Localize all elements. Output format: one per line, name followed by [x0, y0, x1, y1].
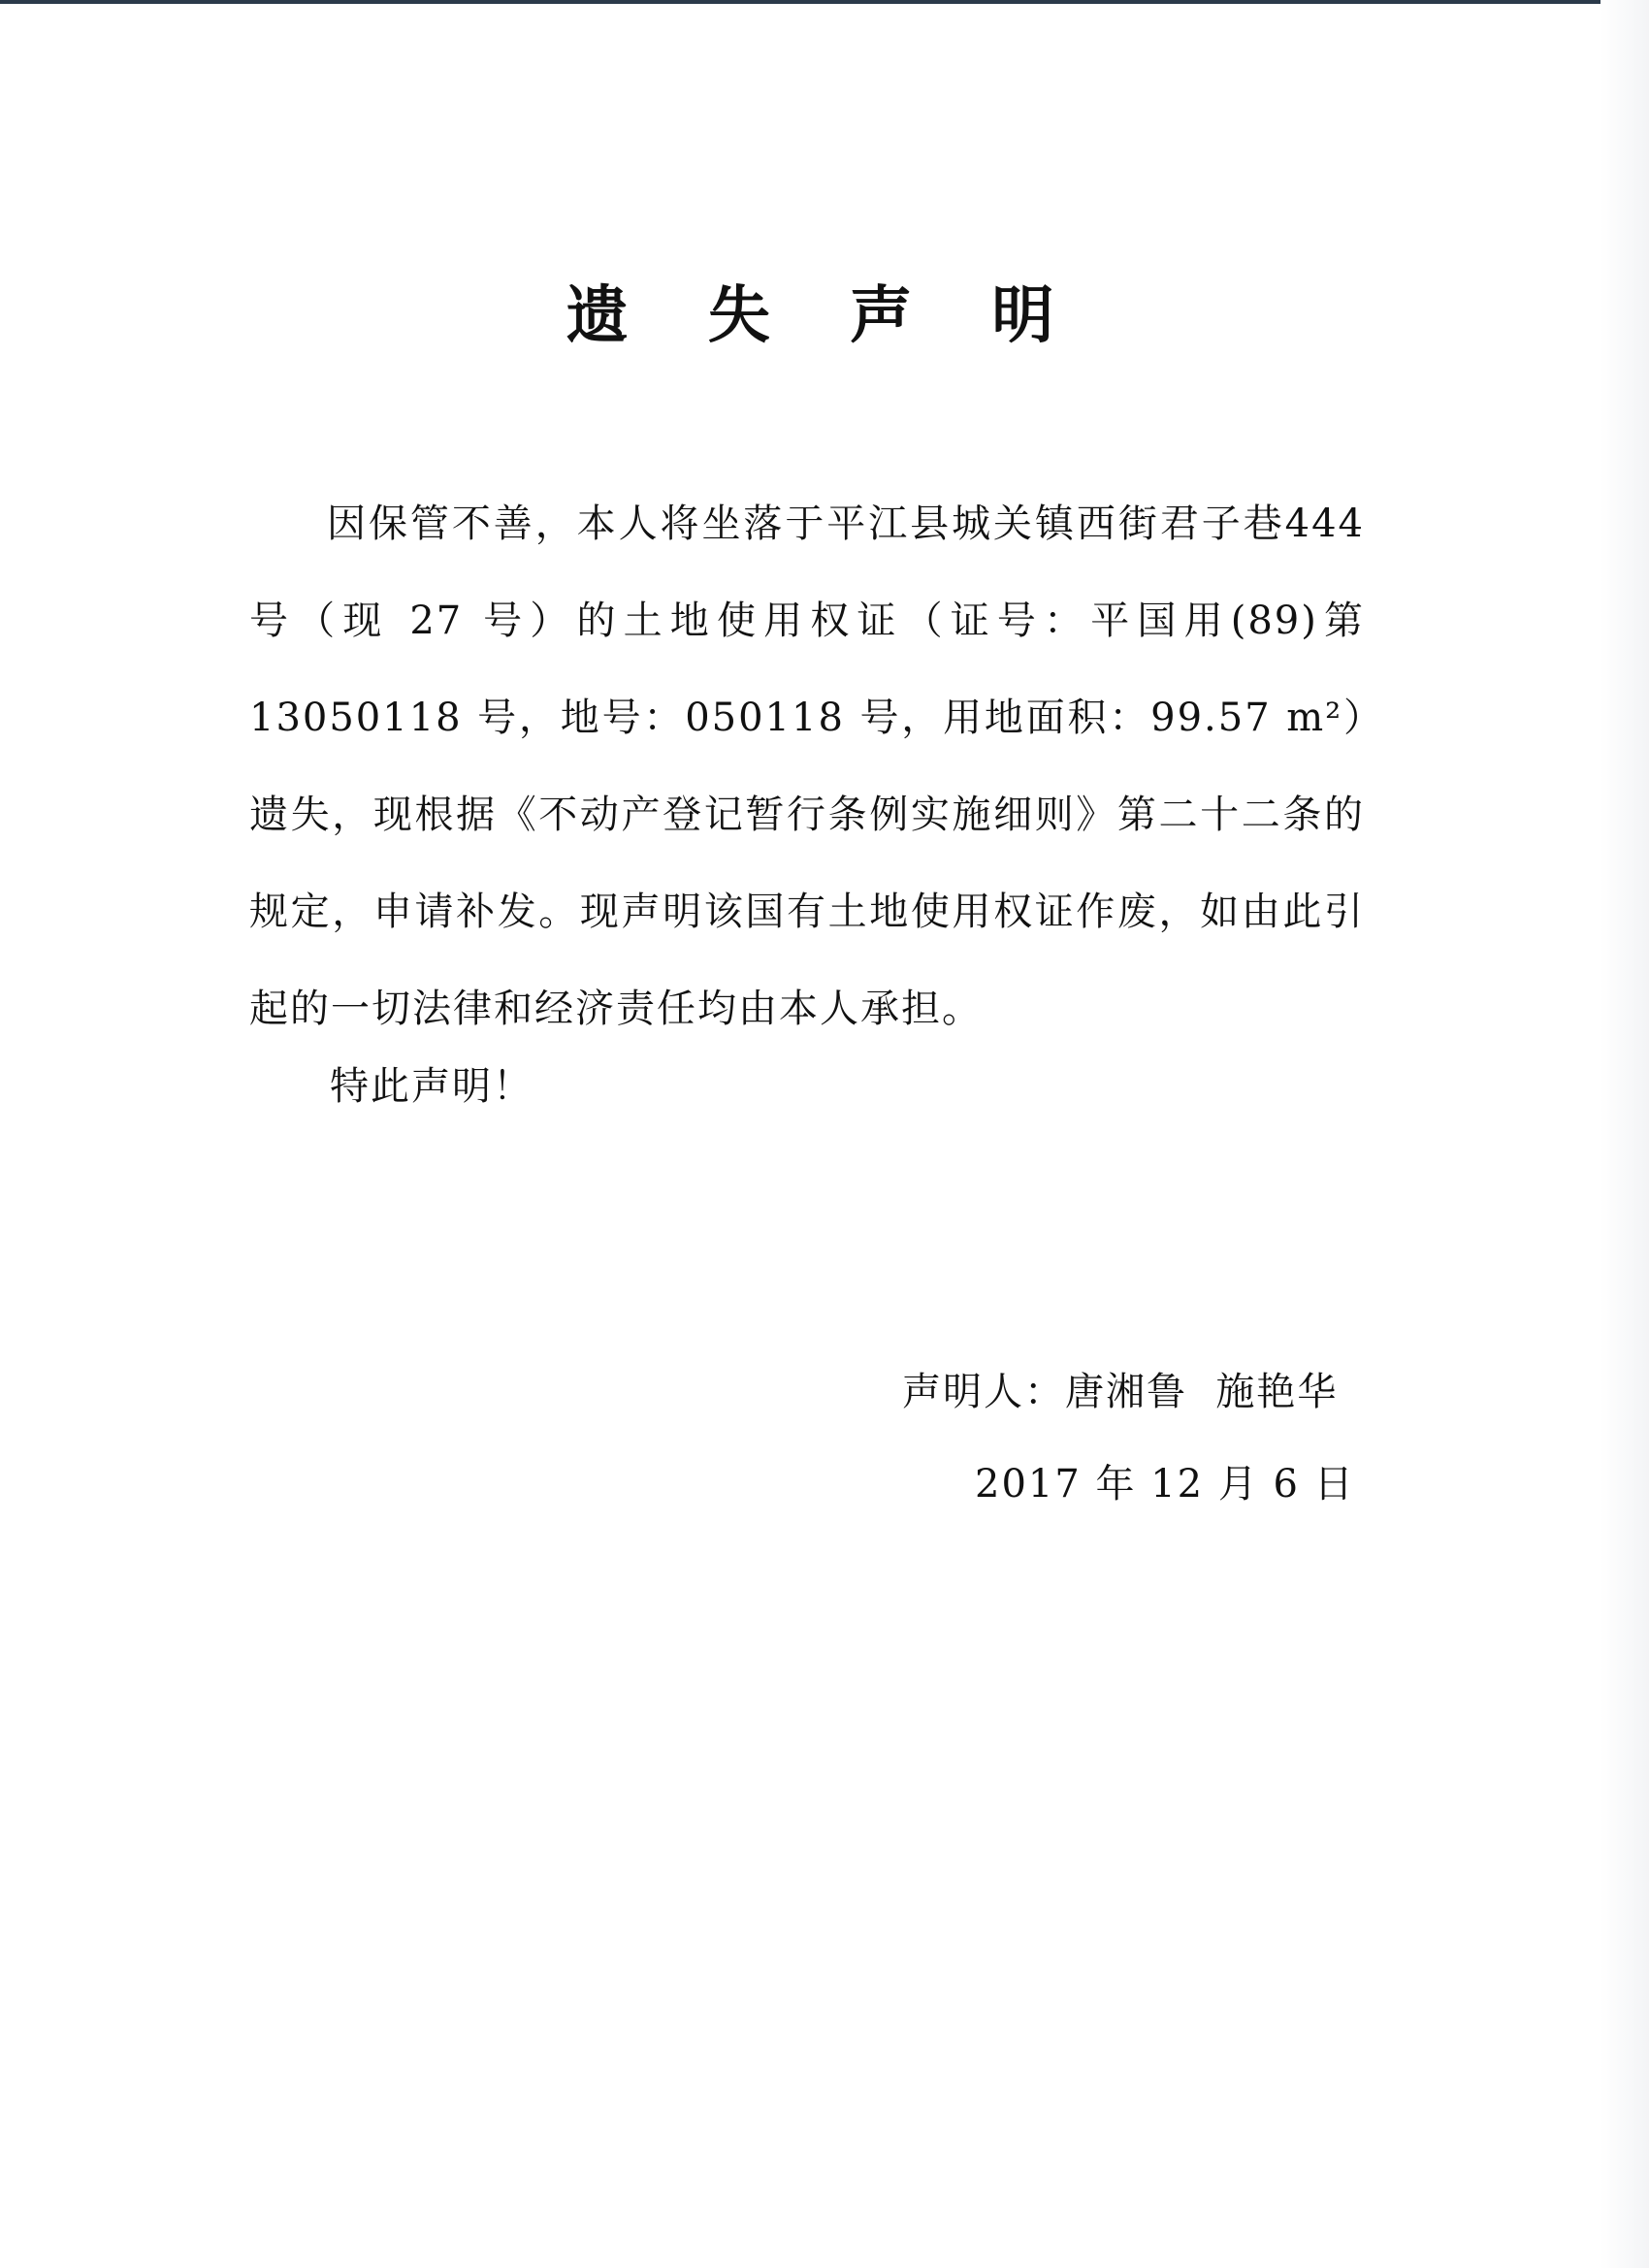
- signature-line: [902, 1344, 1338, 1441]
- document-date: 2017 年 12 月 6 日: [975, 1462, 1355, 1507]
- body-paragraph: 因保管不善，本人将坐落于平江县城关镇西街君子巷444 号（现 27 号）的土地使用权证（证号：平国用(89)第13050118 号，地号：050118 号，用地面积：99.57 m²）遗失，现根据《不动产登记暂行条例实施细则》第二十二条的规定，申请补发。现声明该国有土地使用权证作废，如由此引起的一切法律和经济责任均由本人承担。: [249, 502, 1365, 1031]
- closing-statement: 特此声明！: [330, 1064, 534, 1109]
- document-body: [249, 475, 1365, 1057]
- signer-label: 声明人：: [902, 1370, 1065, 1414]
- document-title: 遗 失 声 明: [566, 280, 1083, 352]
- scan-top-edge: [0, 0, 1649, 4]
- signer-names: 唐湘鲁 施艳华: [1065, 1370, 1339, 1414]
